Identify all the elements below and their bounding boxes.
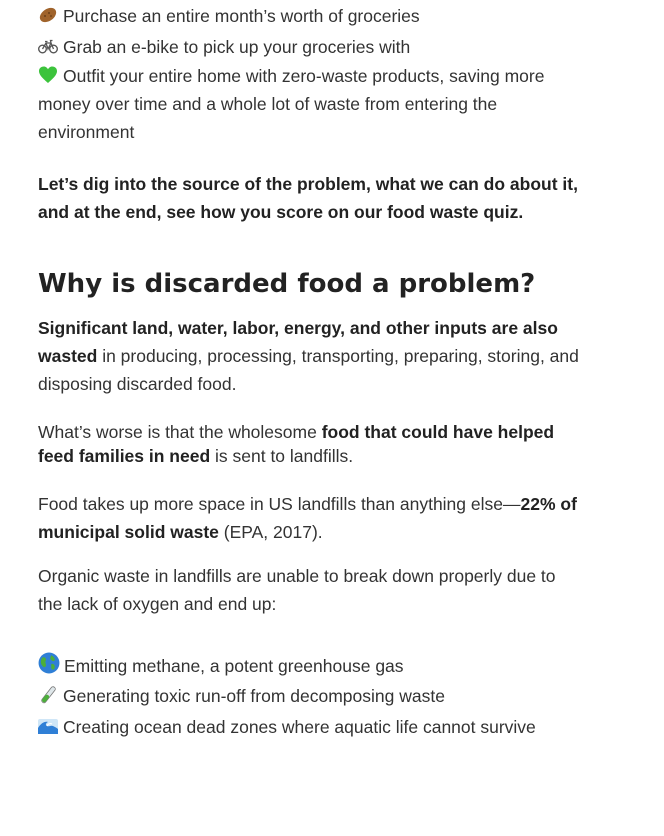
section-heading: Why is discarded food a problem? xyxy=(38,269,536,299)
paragraph-text: in producing, processing, transporting, preparing, storing, and xyxy=(97,346,579,366)
list-item-continued: money over time and a whole lot of waste from entering the xyxy=(38,94,498,114)
test-tube-icon xyxy=(38,685,58,705)
bold-text: feed families in need xyxy=(38,446,211,466)
paragraph-3 xyxy=(38,490,628,518)
list-item-text: Generating toxic run-off from decomposing waste xyxy=(63,686,445,706)
lead-text: Let’s dig into the source of the problem, what we can do about it, xyxy=(38,174,578,194)
paragraph-text: What’s worse is that the wholesome xyxy=(38,422,322,442)
list-item xyxy=(38,62,628,90)
list-item xyxy=(38,2,628,30)
list-item-continued: environment xyxy=(38,122,135,142)
list-item-text: Purchase an entire month’s worth of groceries xyxy=(63,6,420,26)
paragraph-text: (EPA, 2017). xyxy=(218,522,323,542)
paragraph-1: disposing discarded food. xyxy=(38,374,237,394)
list-item xyxy=(38,33,628,61)
paragraph-text: is sent to landfills. xyxy=(210,446,354,466)
paragraph-3 xyxy=(38,518,628,546)
list-item xyxy=(38,713,628,741)
lead-text: and at the end, see how you score on our food waste quiz. xyxy=(38,202,524,222)
green-heart-icon xyxy=(38,65,58,85)
globe-icon xyxy=(38,652,60,674)
bold-text: wasted xyxy=(38,346,98,366)
list-item-text: Emitting methane, a potent greenhouse gas xyxy=(64,656,404,676)
list-item xyxy=(38,652,628,680)
bicycle-icon xyxy=(38,36,58,56)
paragraph-2 xyxy=(38,442,628,470)
paragraph-text: Food takes up more space in US landfills than anything else— xyxy=(38,494,521,514)
bold-text: 22% of xyxy=(520,494,577,514)
wave-icon xyxy=(38,716,58,736)
paragraph-1 xyxy=(38,342,628,370)
paragraph-1: Significant land, water, labor, energy, and other inputs are also xyxy=(38,318,558,338)
list-item-text: Grab an e-bike to pick up your groceries with xyxy=(63,37,411,57)
bold-text: municipal solid waste xyxy=(38,522,219,542)
paragraph-4: the lack of oxygen and end up: xyxy=(38,594,277,614)
list-item-text: Outfit your entire home with zero-waste products, saving more xyxy=(63,66,545,86)
paragraph-4: Organic waste in landfills are unable to break down properly due to xyxy=(38,566,556,586)
bold-text: food that could have helped xyxy=(321,422,555,442)
potato-icon xyxy=(38,5,58,25)
list-item xyxy=(38,682,628,710)
list-item-text: Creating ocean dead zones where aquatic life cannot survive xyxy=(63,717,536,737)
